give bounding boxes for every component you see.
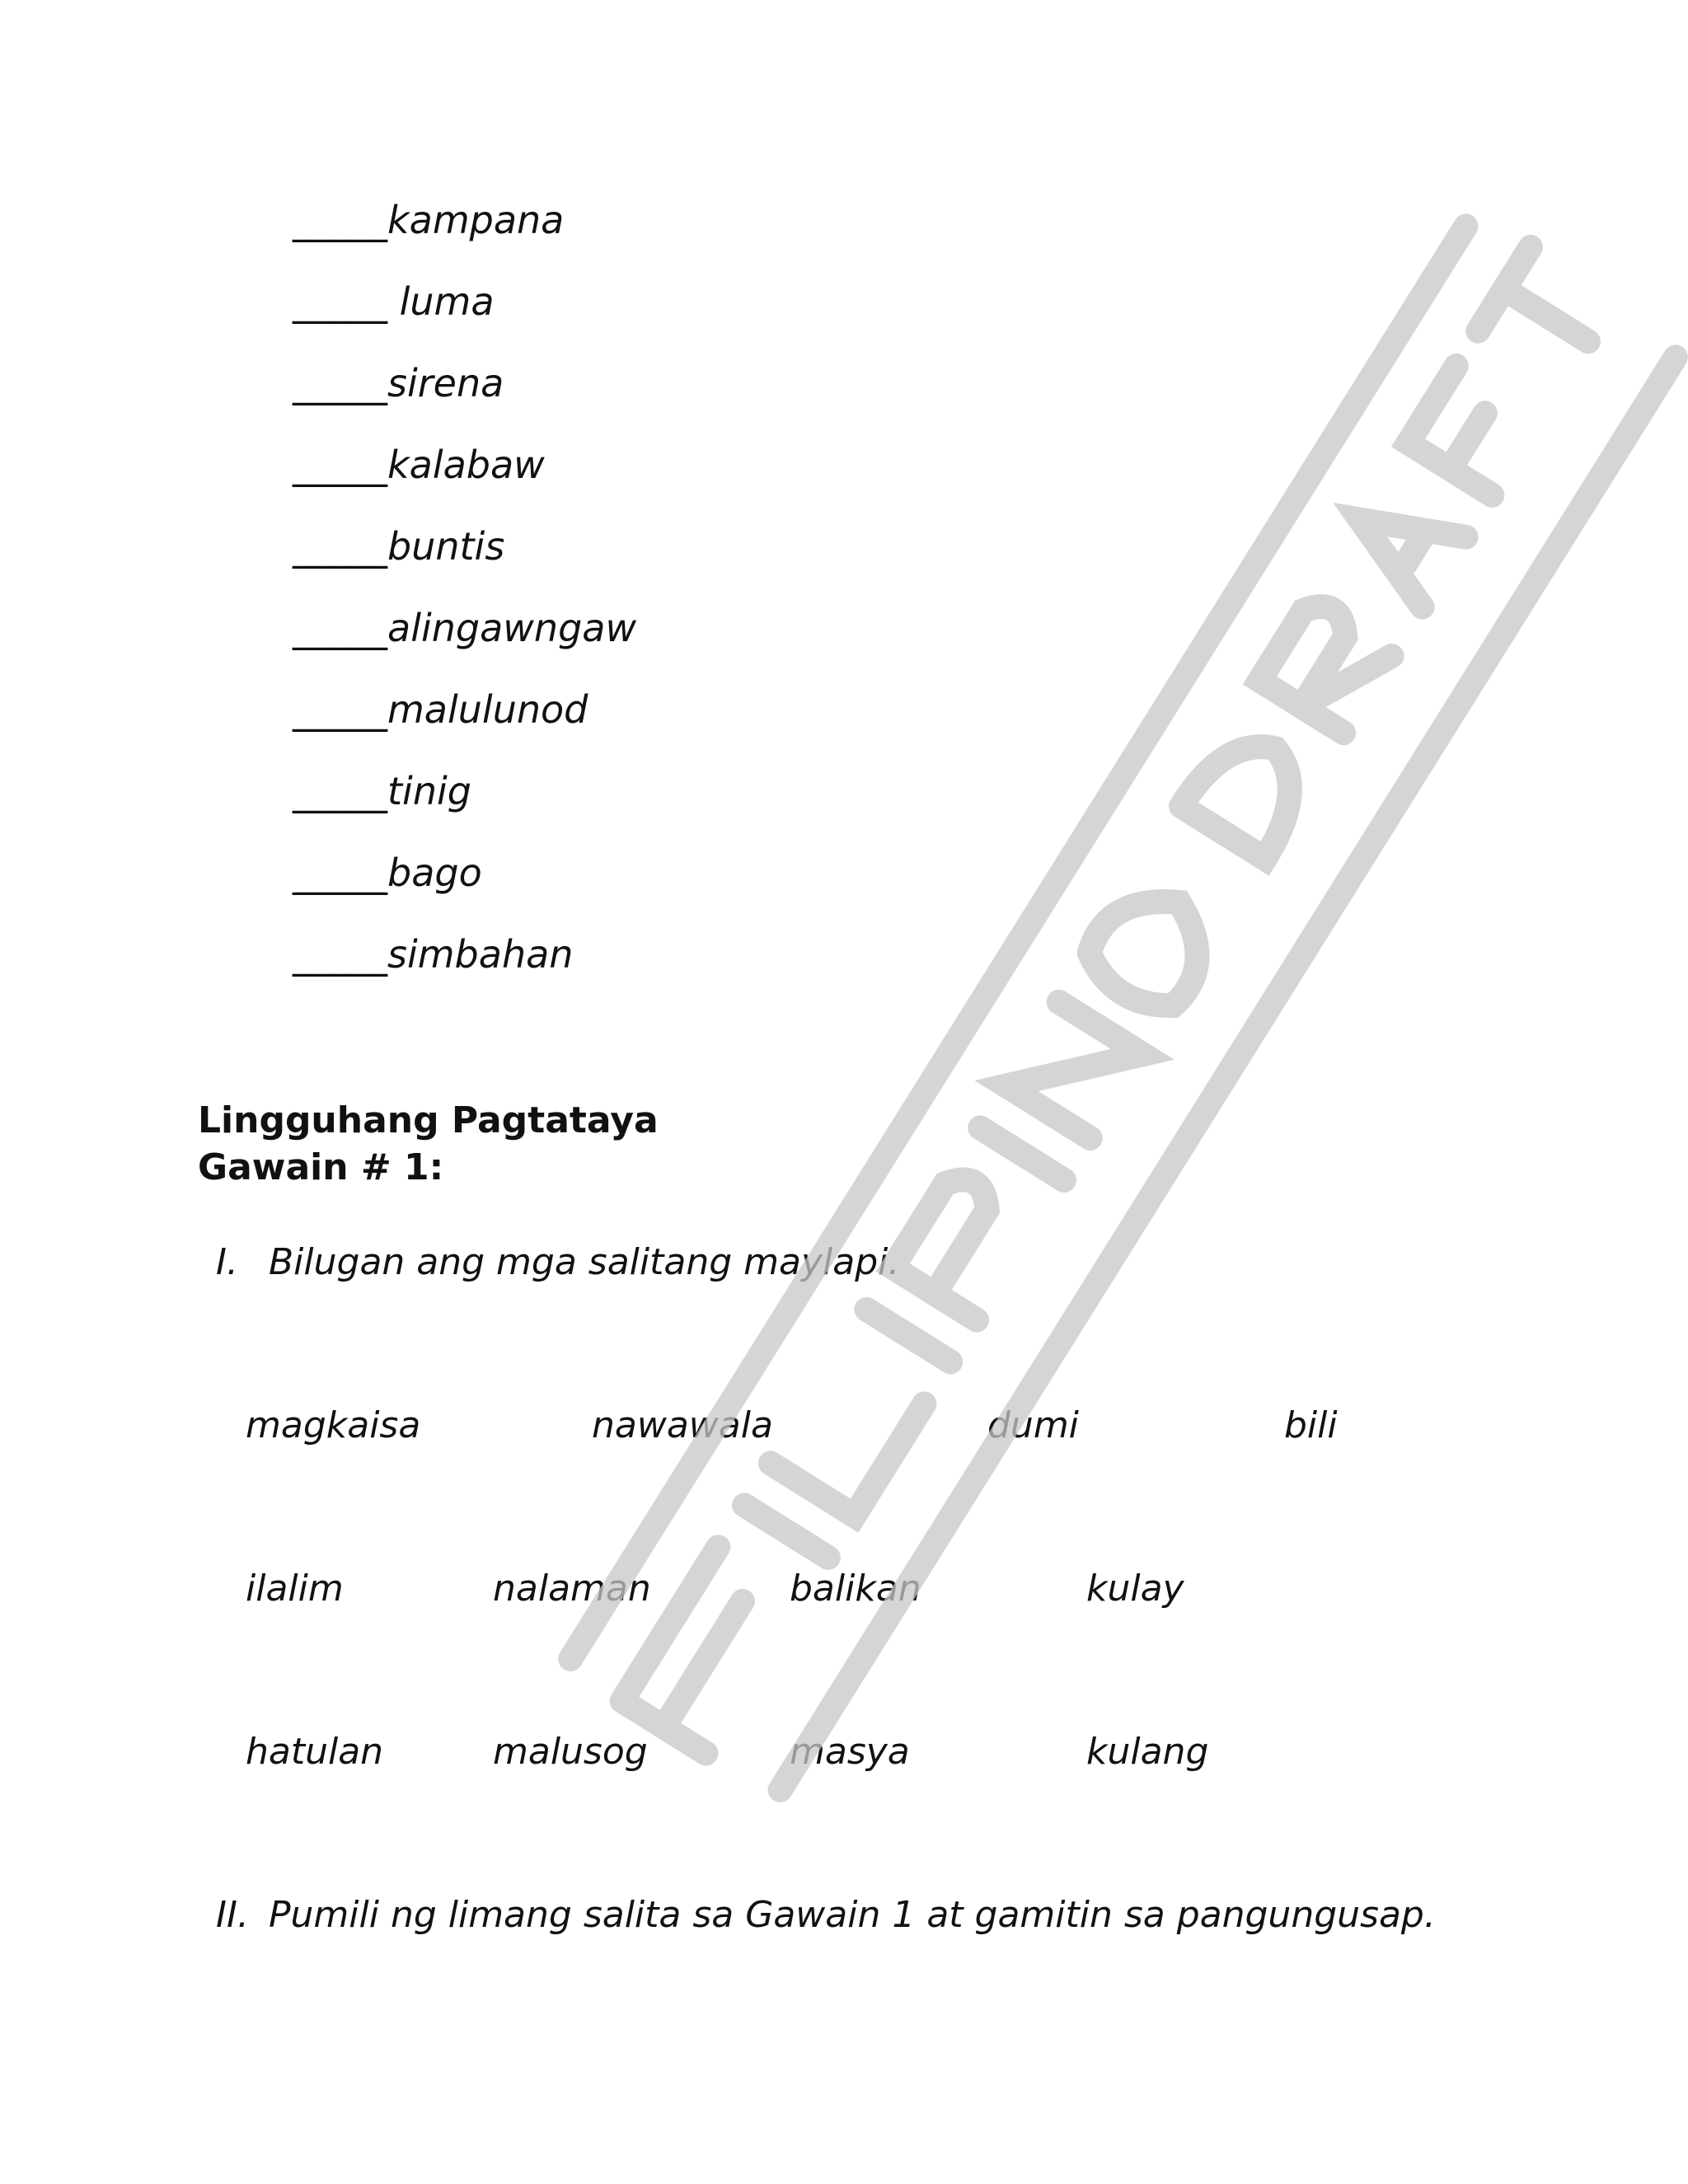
- word-item: kulang: [1086, 1731, 1209, 1773]
- instruction-number: I.: [216, 1241, 238, 1283]
- instruction-number: II.: [216, 1894, 249, 1936]
- word-item: nawawala: [592, 1404, 773, 1446]
- word-item: dumi: [987, 1404, 1079, 1446]
- word-item: malusog: [493, 1731, 648, 1773]
- blank-item: _____sirena: [293, 361, 504, 405]
- blank-item: _____kampana: [293, 198, 565, 242]
- blank-item: _____ luma: [293, 279, 495, 324]
- activity-title: Gawain # 1:: [198, 1146, 444, 1188]
- instruction-1: [216, 1241, 900, 1283]
- word-item: ilalim: [246, 1568, 344, 1610]
- blank-item: _____tinig: [293, 769, 471, 813]
- word-item: kulay: [1086, 1568, 1184, 1610]
- blank-item: _____bago: [293, 851, 482, 895]
- blank-item: _____buntis: [293, 524, 505, 569]
- blank-item: _____simbahan: [293, 932, 574, 977]
- section-title: Lingguhang Pagtataya: [198, 1099, 659, 1141]
- word-item: magkaisa: [246, 1404, 421, 1446]
- blank-item: _____kalabaw: [293, 443, 545, 487]
- instruction-2: [216, 1894, 1436, 1936]
- word-item: masya: [790, 1731, 910, 1773]
- blank-item: _____alingawngaw: [293, 606, 637, 650]
- word-item: balikan: [790, 1568, 921, 1610]
- blank-item: _____malulunod: [293, 687, 588, 732]
- word-item: hatulan: [246, 1731, 384, 1773]
- instruction-text: Bilugan ang mga salitang maylapi.: [269, 1241, 900, 1283]
- instruction-text: Pumili ng limang salita sa Gawain 1 at gamitin sa pangungusap.: [269, 1894, 1436, 1936]
- word-item: nalaman: [493, 1568, 651, 1610]
- word-item: bili: [1284, 1404, 1338, 1446]
